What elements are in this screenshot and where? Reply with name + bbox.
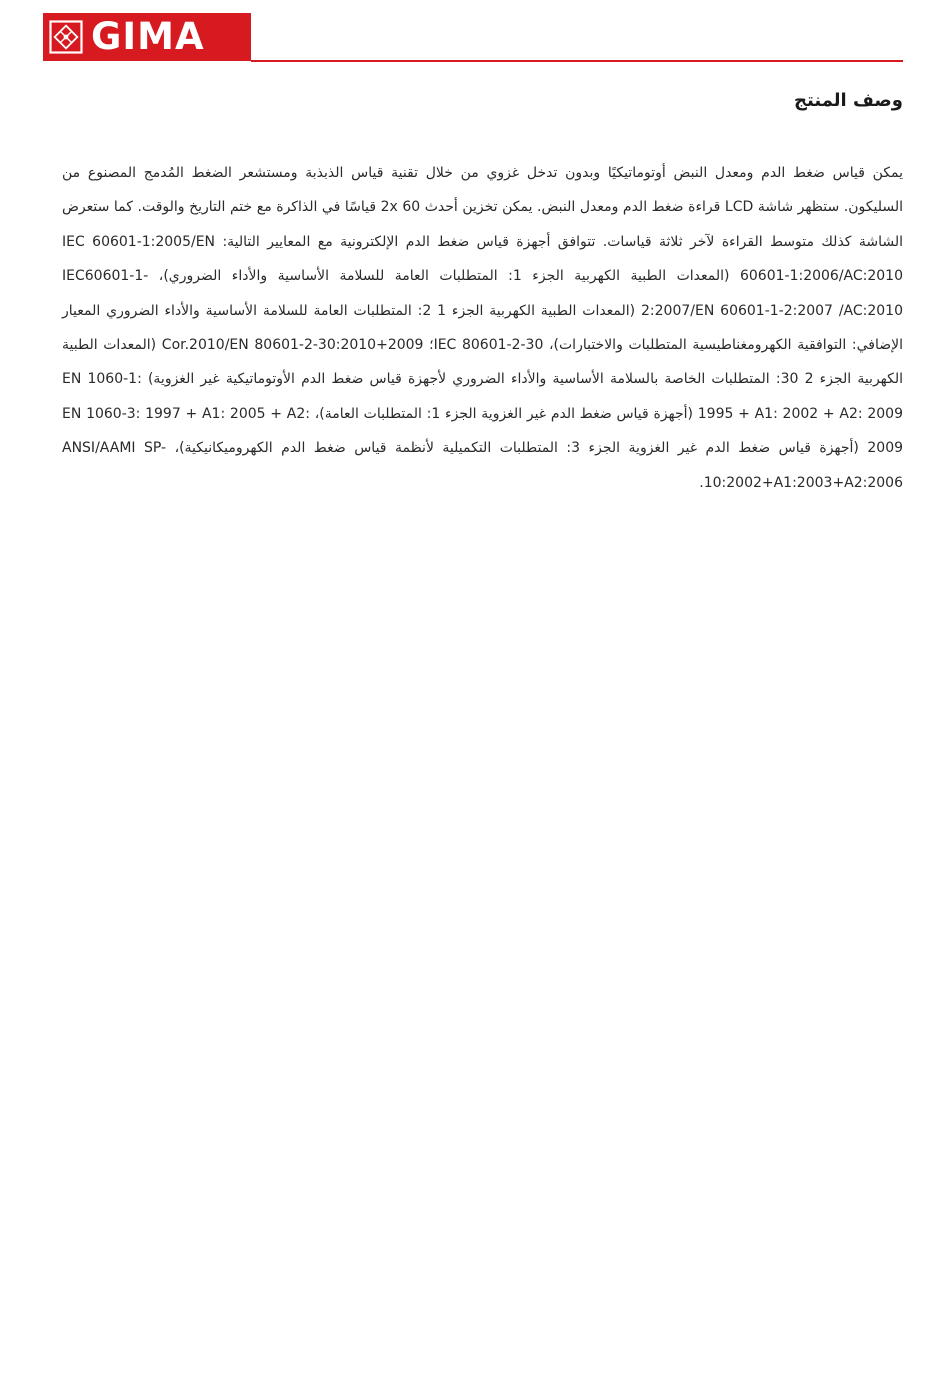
- gima-logo-mark-icon: [49, 20, 83, 54]
- header-divider: [251, 60, 903, 62]
- gima-logo: [43, 13, 251, 61]
- section-title: وصف المنتج: [794, 90, 903, 111]
- page-header: [43, 13, 903, 63]
- brand-name: GIMA: [91, 15, 205, 58]
- product-description: يمكن قياس ضغط الدم ومعدل النبض أوتوماتيكيًا وبدون تدخل غزوي من خلال تقنية قياس الذبذبة ومستشعر الضغط المُدمج المصنوع من السليكون. ستظهر شاشة LCD قراءة ضغط الدم ومعدل النبض. يمكن تخزين أحدث 60 2x قياسًا في الذاكرة مع ختم التاريخ والوقت. كما ستعرض الشاشة كذلك متوسط القراءة لآخر ثلاثة قياسات. تتوافق أجهزة قياس ضغط الدم الإلكترونية مع المعايير التالية: IEC 60601-1:2005/EN 60601-1:2006/AC:2010 (المعدات الطبية الكهربية الجزء 1: المتطلبات العامة للسلامة الأساسية والأداء الضروري)، IEC60601-1-2:2007/EN 60601-1-2:2007 /AC:2010 (المعدات الطبية الكهربية الجزء 1 2: المتطلبات العامة للسلامة الأساسية والأداء الضروري المعيار الإضافي: التوافقية الكهرومغناطيسية المتطلبات والاختبارات)، IEC 80601-2-30؛ 2009+Cor.2010/EN 80601-2-30:2010 (المعدات الطبية الكهربية الجزء 2 30: المتطلبات الخاصة بالسلامة الأساسية والأداء الضروري لأجهزة قياس ضغط الدم الأوتوماتيكية غير الغزوية) EN 1060-1: 1995 + A1: 2002 + A2: 2009 (أجهزة قياس ضغط الدم غير الغزوية الجزء 1: المتطلبات العامة)، EN 1060-3: 1997 + A1: 2005 + A2: 2009 (أجهزة قياس ضغط الدم غير الغزوية الجزء 3: المتطلبات التكميلية لأنظمة قياس ضغط الدم الكهروميكانيكية)، ANSI/AAMI SP-10:2002+A1:2003+A2:2006.: [62, 165, 904, 491]
